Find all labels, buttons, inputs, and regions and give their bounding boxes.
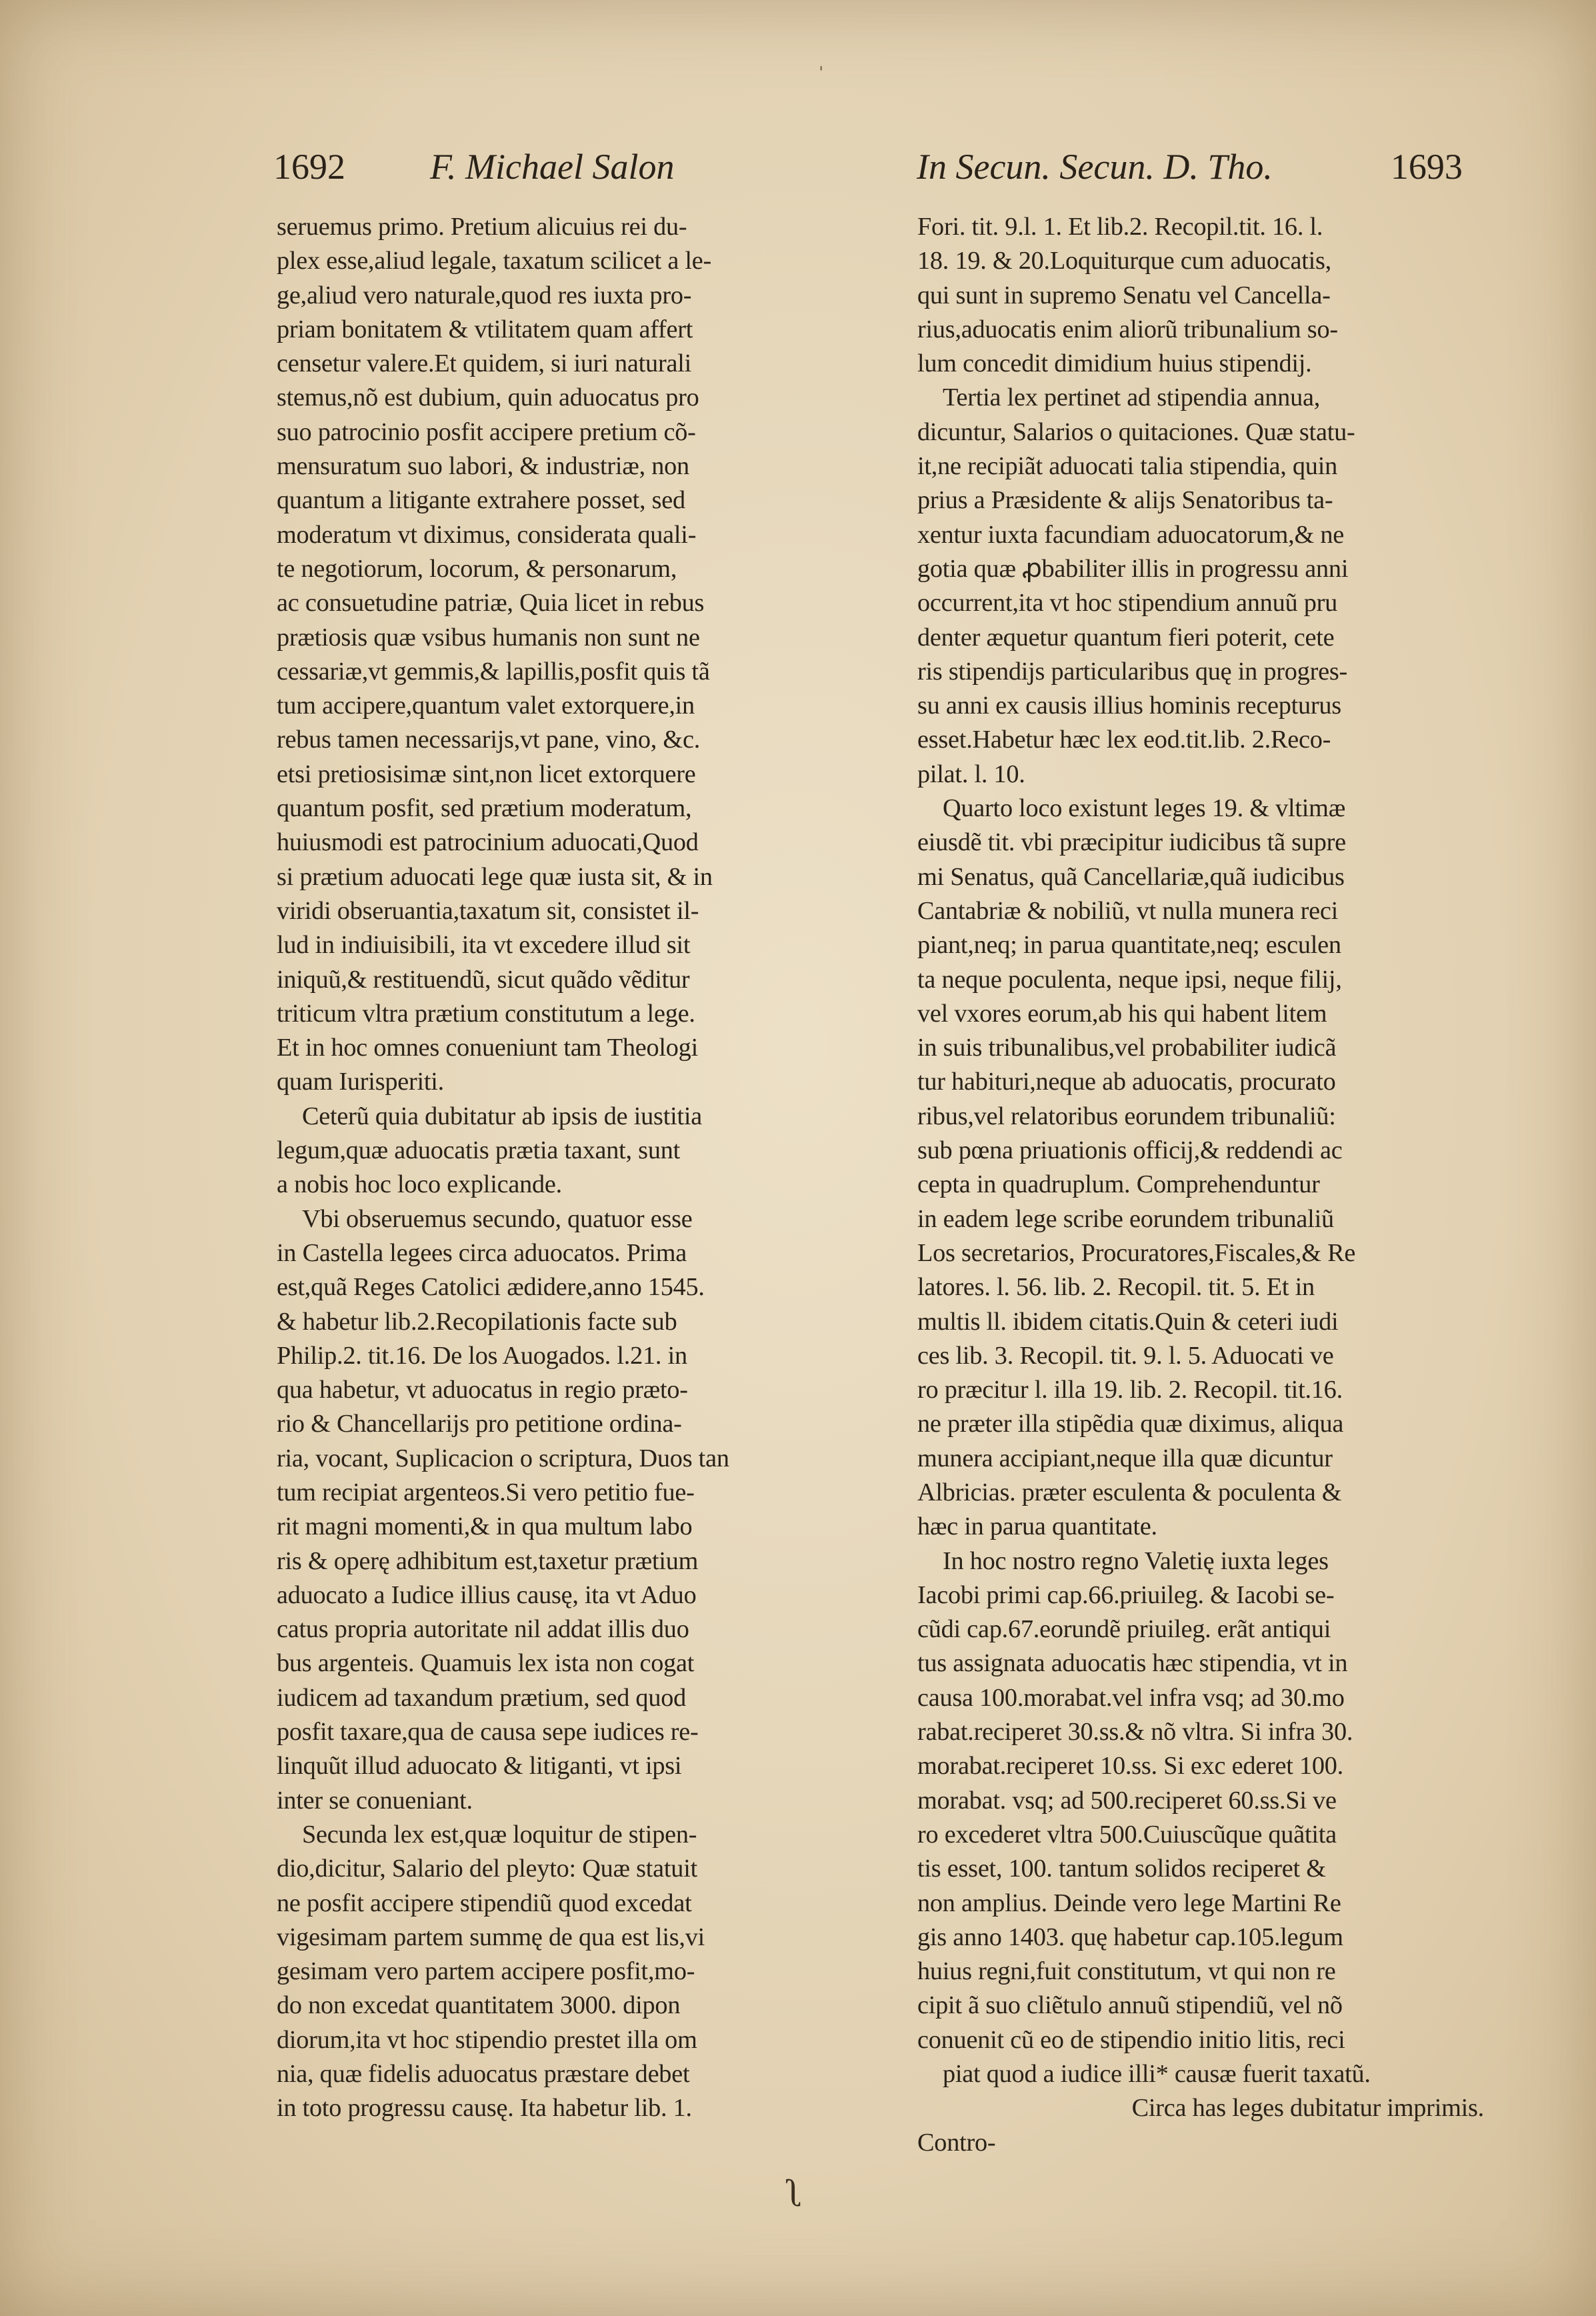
text-line: diorum,ita vt hoc stipendio prestet illa om: [277, 2025, 697, 2054]
text-line: plex esse,aliud legale, taxatum scilicet a le-: [277, 247, 712, 275]
text-line: 18. 19. & 20.Loquiturque cum aduocatis,: [917, 247, 1331, 275]
text-line: it,ne recipiãt aduocati talia stipendia, quin: [917, 452, 1337, 481]
text-line: ne posfit accipere stipendiũ quod excedat: [277, 1889, 692, 1917]
text-line: stemus,nõ est dubium, quin aduocatus pro: [277, 383, 699, 412]
text-line: piat quod a iudice illi* causæ fuerit taxatũ.: [943, 2060, 1371, 2089]
text-line: ro excederet vltra 500.Cuiuscũque quãtita: [917, 1820, 1337, 1849]
text-line: multis ll. ibidem citatis.Quin & ceteri iudi: [917, 1307, 1339, 1336]
text-line: su anni ex causis illius hominis recepturus: [917, 692, 1341, 720]
text-line: do non excedat quantitatem 3000. dipon: [277, 1991, 681, 2020]
text-line: Ceterũ quia dubitatur ab ipsis de iustitia: [302, 1102, 703, 1130]
text-line: dicuntur, Salarios o quitaciones. Quæ statu-: [917, 417, 1355, 446]
text-line: quantum posfit, sed prætium moderatum,: [277, 794, 692, 823]
text-line: aduocato a Iudice illius causę, ita vt Aduo: [277, 1580, 697, 1609]
faint-ink-mark: ˈ: [817, 61, 826, 91]
left-page-number: 1692: [273, 147, 345, 187]
text-line: rius,aduocatis enim aliorũ tribunalium so-: [917, 315, 1338, 343]
text-line: cessariæ,vt gemmis,& lapillis,posfit quis tã: [277, 657, 710, 686]
text-line: lud in indiuisibili, ita vt excedere illud sit: [277, 931, 691, 960]
text-line: dio,dicitur, Salario del pleyto: Quæ statuit: [277, 1855, 697, 1883]
text-line: pilat. l. 10.: [917, 760, 1025, 788]
text-line: iniquũ,& restituendũ, sicut quãdo vẽditur: [277, 965, 690, 994]
text-line: conuenit cũ eo de stipendio initio litis, reci: [917, 2025, 1345, 2054]
text-line: ris stipendijs particularibus quę in progres-: [917, 657, 1347, 686]
right-page-number: 1693: [1390, 147, 1463, 187]
text-line: xentur iuxta facundiam aduocatorum,& ne: [917, 520, 1345, 549]
left-header: [273, 147, 674, 187]
text-line: rabat.reciperet 30.ss.& nõ vltra. Si infra 30.: [917, 1718, 1353, 1747]
text-line: mi Senatus, quã Cancellariæ,quã iudicibus: [917, 862, 1345, 891]
text-line: gesimam vero partem accipere posfit,mo-: [277, 1957, 695, 1986]
text-line: rit magni momenti,& in qua multum labo: [277, 1512, 693, 1541]
text-line: eiusdẽ tit. vbi præcipitur iudicibus tã supre: [917, 828, 1346, 857]
text-line: posfit taxare,qua de causa sepe iudices re-: [277, 1718, 699, 1747]
text-line: esset.Habetur hæc lex eod.tit.lib. 2.Reco-: [917, 726, 1331, 754]
text-line: rio & Chancellarijs pro petitione ordina-: [277, 1410, 682, 1438]
text-line: ris & operę adhibitum est,taxetur prætium: [277, 1546, 699, 1575]
text-line: cũdi cap.67.eorundẽ priuileg. erãt antiqui: [917, 1615, 1331, 1644]
right-text-column: [917, 210, 1484, 2160]
right-running-head: In Secun. Secun. D. Tho.: [917, 147, 1273, 187]
text-line: triticum vltra prætium constitutum a lege.: [277, 999, 695, 1028]
text-line: cepta in quadruplum. Comprehenduntur: [917, 1170, 1320, 1199]
text-line: occurrent,ita vt hoc stipendium annuũ pru: [917, 589, 1337, 618]
text-line: ribus,vel relatoribus eorundem tribunaliũ:: [917, 1102, 1336, 1130]
text-line: inter se conueniant.: [277, 1786, 473, 1815]
text-line: a nobis hoc loco explicande.: [277, 1170, 562, 1199]
text-line: non amplius. Deinde vero lege Martini Re: [917, 1889, 1341, 1917]
text-line: piant,neq; in parua quantitate,neq; esculen: [917, 931, 1341, 960]
text-line: causa 100.morabat.vel infra vsq; ad 30.mo: [917, 1683, 1345, 1712]
text-line: Circa has leges dubitatur imprimis.: [1131, 2094, 1484, 2123]
text-line: tus assignata aduocatis hæc stipendia, vt in: [917, 1649, 1348, 1678]
text-line: priam bonitatem & vtilitatem quam affert: [277, 315, 693, 343]
text-line: Et in hoc omnes conueniunt tam Theologi: [277, 1034, 698, 1062]
text-line: prius a Præsidente & alijs Senatoribus ta-: [917, 486, 1333, 515]
text-line: prætiosis quæ vsibus humanis non sunt ne: [277, 623, 700, 652]
text-line: sub pœna priuationis officij,& reddendi ac: [917, 1136, 1343, 1165]
text-line: in eadem lege scribe eorundem tribunaliũ: [917, 1204, 1334, 1233]
text-line: tum recipiat argenteos.Si vero petitio fue-: [277, 1478, 695, 1506]
text-line: gotia quæ ꝓbabiliter illis in progressu anni: [917, 554, 1349, 583]
text-line: ne præter illa stipẽdia quæ diximus, aliqua: [917, 1410, 1344, 1438]
text-line: Iacobi primi cap.66.priuileg. & Iacobi se-: [917, 1580, 1335, 1609]
text-line: Tertia lex pertinet ad stipendia annua,: [943, 383, 1321, 412]
text-line: legum,quæ aduocatis prætia taxant, sunt: [277, 1136, 681, 1165]
text-line: denter æquetur quantum fieri poterit, cete: [917, 623, 1335, 652]
text-line: est,quã Reges Catolici ædidere,anno 1545.: [277, 1273, 705, 1302]
text-line: morabat. vsq; ad 500.reciperet 60.ss.Si ve: [917, 1786, 1337, 1815]
text-line: munera accipiant,neque illa quæ dicuntur: [917, 1444, 1333, 1472]
text-line: In hoc nostro regno Valetię iuxta leges: [943, 1546, 1329, 1575]
left-running-head: F. Michael Salon: [430, 147, 675, 187]
text-line: huiusmodi est patrocinium aduocati,Quod: [277, 828, 699, 857]
text-line: quam Iurisperiti.: [277, 1068, 445, 1096]
text-line: qui sunt in supremo Senatu vel Cancella-: [917, 281, 1331, 309]
text-line: ces lib. 3. Recopil. tit. 9. l. 5. Aduocati ve: [917, 1341, 1334, 1370]
left-text-column: [277, 210, 843, 2126]
text-line: nia, quæ fidelis aduocatus præstare debet: [277, 2060, 690, 2089]
text-line: suo patrocinio posfit accipere pretium cõ-: [277, 417, 696, 446]
text-line: hæc in parua quantitate.: [917, 1512, 1157, 1541]
text-line: quantum a litigante extrahere posset, sed: [277, 486, 685, 515]
text-line: vigesimam partem summę de qua est lis,vi: [277, 1923, 705, 1951]
text-line: tum accipere,quantum valet extorquere,in: [277, 692, 695, 720]
text-line: in Castella legees circa aduocatos. Prima: [277, 1238, 687, 1267]
text-line: ac consuetudine patriæ, Quia licet in rebus: [277, 589, 705, 618]
text-line: seruemus primo. Pretium alicuius rei du-: [277, 213, 687, 241]
text-line: tur habituri,neque ab aduocatis, procurato: [917, 1068, 1336, 1096]
text-line: censetur valere.Et quidem, si iuri naturali: [277, 349, 691, 378]
text-line: Quarto loco existunt leges 19. & vltimæ: [943, 794, 1345, 823]
text-line: morabat.reciperet 10.ss. Si exc ederet 100.: [917, 1752, 1343, 1781]
text-line: latores. l. 56. lib. 2. Recopil. tit. 5. Et in: [917, 1273, 1315, 1302]
text-line: ta neque poculenta, neque ipsi, neque filij,: [917, 965, 1342, 994]
text-line: rebus tamen necessarijs,vt pane, vino, &c.: [277, 726, 701, 754]
text-line: in suis tribunalibus,vel probabiliter iudicã: [917, 1034, 1337, 1062]
text-line: linquũt illud aduocato & litiganti, vt ipsi: [277, 1752, 682, 1781]
text-line: Fori. tit. 9.l. 1. Et lib.2. Recopil.tit. 16. l.: [917, 213, 1323, 241]
text-line: qua habetur, vt aduocatus in regio præto-: [277, 1376, 688, 1404]
text-line: si prætium aduocati lege quæ iusta sit, & in: [277, 862, 713, 891]
text-line: viridi obseruantia,taxatum sit, consistet il-: [277, 896, 699, 925]
ink-stroke-mark: ʅ: [787, 2171, 804, 2215]
text-line: Philip.2. tit.16. De los Auogados. l.21. in: [277, 1341, 687, 1370]
text-line: Contro-: [917, 2128, 996, 2157]
text-line: ro præcitur l. illa 19. lib. 2. Recopil. tit.16.: [917, 1376, 1343, 1404]
text-line: Vbi obseruemus secundo, quatuor esse: [302, 1204, 693, 1233]
text-line: huius regni,fuit constitutum, vt qui non re: [917, 1957, 1336, 1986]
text-line: cipit ã suo cliẽtulo annuũ stipendiũ, vel nõ: [917, 1991, 1343, 2020]
text-line: vel vxores eorum,ab his qui habent litem: [917, 999, 1327, 1028]
text-line: etsi pretiosisimæ sint,non licet extorquere: [277, 760, 696, 788]
text-line: in toto progressu causę. Ita habetur lib. 1.: [277, 2094, 692, 2123]
text-line: moderatum vt diximus, considerata quali-: [277, 520, 697, 549]
text-line: lum concedit dimidium huius stipendij.: [917, 349, 1312, 378]
text-line: bus argenteis. Quamuis lex ista non cogat: [277, 1649, 695, 1678]
text-line: ge,aliud vero naturale,quod res iuxta pro-: [277, 281, 692, 309]
text-line: catus propria autoritate nil addat illis duo: [277, 1615, 689, 1644]
text-line: Albricias. præter esculenta & poculenta &: [917, 1478, 1342, 1506]
text-line: iudicem ad taxandum prætium, sed quod: [277, 1683, 687, 1712]
text-line: mensuratum suo labori, & industriæ, non: [277, 452, 689, 481]
text-line: Cantabriæ & nobiliũ, vt nulla munera reci: [917, 896, 1339, 925]
text-line: Secunda lex est,quæ loquitur de stipen-: [302, 1820, 697, 1849]
text-line: gis anno 1403. quę habetur cap.105.legum: [917, 1923, 1343, 1951]
text-line: ria, vocant, Suplicacion o scriptura, Duos tan: [277, 1444, 729, 1472]
text-line: tis esset, 100. tantum solidos reciperet &: [917, 1855, 1326, 1883]
right-header: [917, 147, 1463, 187]
text-line: te negotiorum, locorum, & personarum,: [277, 554, 677, 583]
text-line: Los secretarios, Procuratores,Fiscales,& Re: [917, 1238, 1356, 1267]
text-line: & habetur lib.2.Recopilationis facte sub: [277, 1307, 677, 1336]
